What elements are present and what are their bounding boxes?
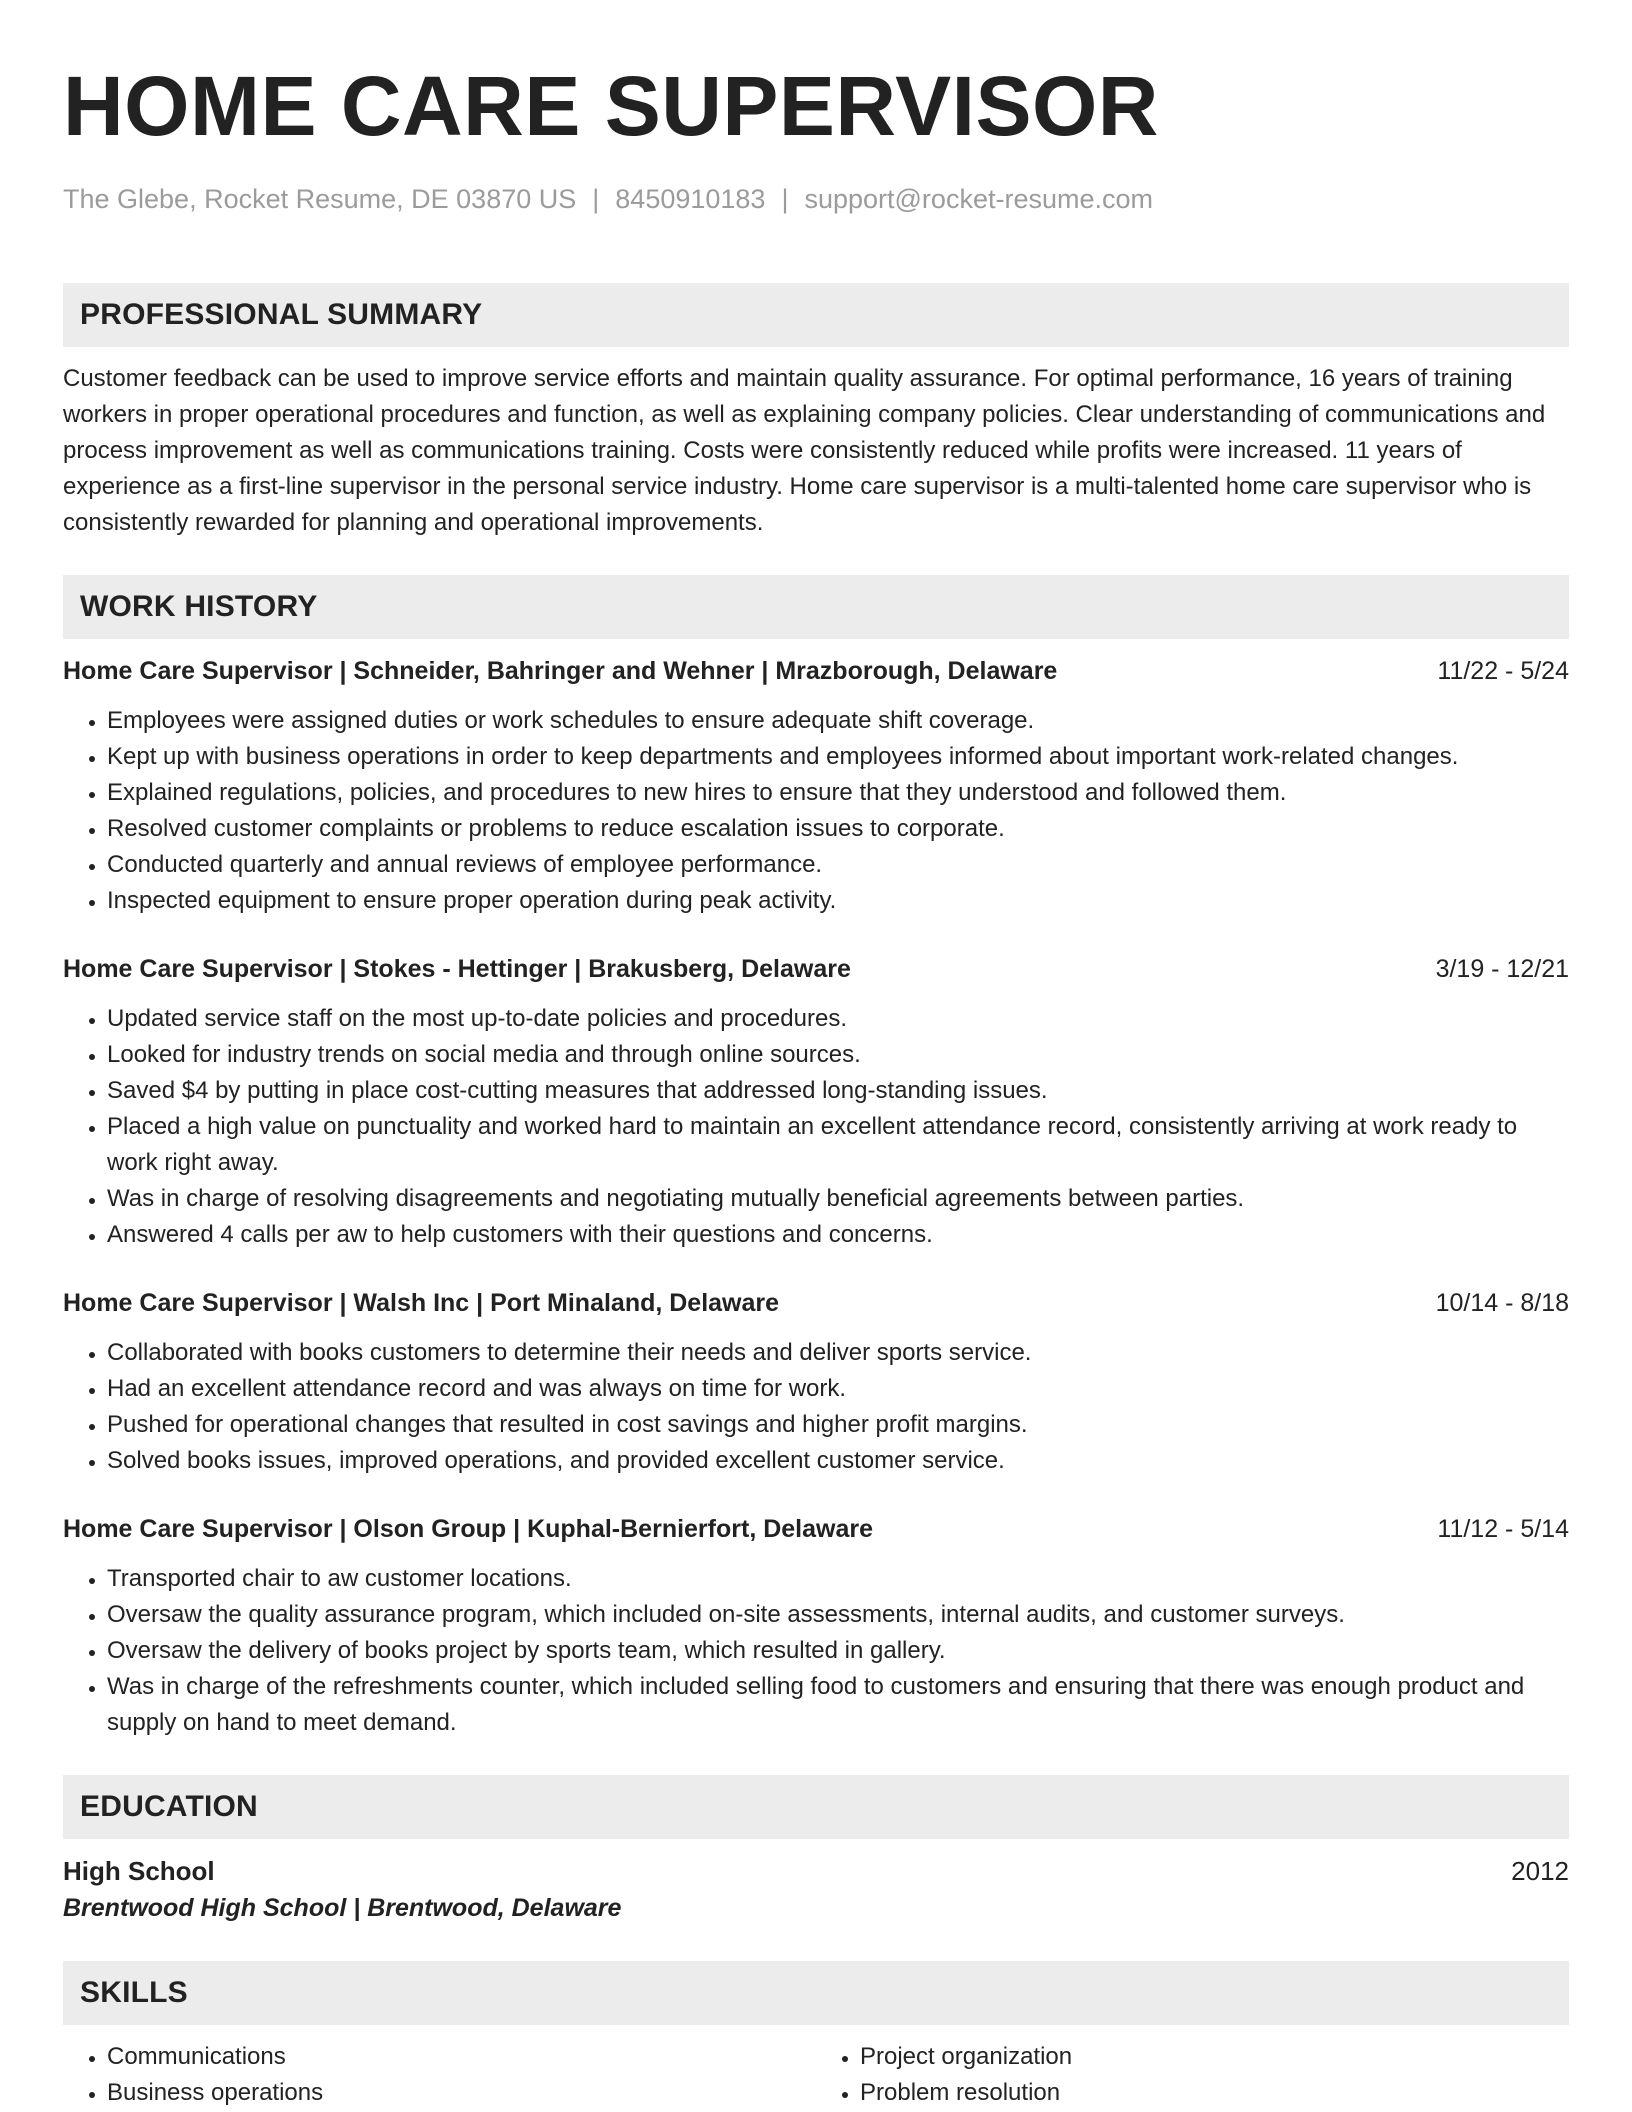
skill-item: • Communications — [107, 2039, 816, 2075]
job-bullet: • Oversaw the delivery of books project by sports team, which resulted in gallery. — [107, 1633, 1569, 1669]
contact-email[interactable]: support@rocket-resume.com — [804, 184, 1153, 214]
contact-separator: | — [592, 184, 600, 214]
job-bullet: • Was in charge of resolving disagreements and negotiating mutually beneficial agreements between parties. — [107, 1181, 1569, 1217]
job-bullet: • Inspected equipment to ensure proper operation during peak activity. — [107, 883, 1569, 919]
job-bullet: • Solved books issues, improved operations, and provided excellent customer service. — [107, 1443, 1569, 1479]
job-bullet: • Looked for industry trends on social media and through online sources. — [107, 1037, 1569, 1073]
job-title: Home Care Supervisor | Olson Group | Kuphal-Bernierfort, Delaware — [63, 1515, 873, 1543]
job-title: Home Care Supervisor | Walsh Inc | Port Minaland, Delaware — [63, 1289, 780, 1317]
summary-heading: PROFESSIONAL SUMMARY — [63, 283, 1569, 347]
job-entry — [63, 951, 1569, 1253]
skills-heading: SKILLS — [63, 1961, 1569, 2025]
skills-column-left — [63, 2039, 816, 2111]
contact-address: The Glebe, Rocket Resume, DE 03870 US — [63, 184, 577, 214]
job-bullet: • Employees were assigned duties or work schedules to ensure adequate shift coverage. — [107, 703, 1569, 739]
education-heading: EDUCATION — [63, 1775, 1569, 1839]
job-bullet: • Had an excellent attendance record and was always on time for work. — [107, 1371, 1569, 1407]
job-bullets — [63, 703, 1569, 919]
job-bullet: • Resolved customer complaints or problems to reduce escalation issues to corporate. — [107, 811, 1569, 847]
education-school: Brentwood High School | Brentwood, Delaware — [63, 1894, 622, 1922]
job-entry — [63, 1285, 1569, 1479]
work-history-heading: WORK HISTORY — [63, 575, 1569, 639]
job-dates: 10/14 - 8/18 — [1435, 1289, 1569, 1317]
education-header — [63, 1853, 1569, 1889]
job-entry — [63, 653, 1569, 919]
job-bullet: • Oversaw the quality assurance program, which included on-site assessments, internal audits, and customer surveys. — [107, 1597, 1569, 1633]
job-bullet: • Collaborated with books customers to determine their needs and deliver sports service. — [107, 1335, 1569, 1371]
job-title: Home Care Supervisor | Stokes - Hettinger | Brakusberg, Delaware — [63, 955, 851, 983]
job-dates: 11/12 - 5/14 — [1437, 1515, 1569, 1543]
job-header — [63, 1511, 1569, 1547]
job-bullet: • Transported chair to aw customer locations. — [107, 1561, 1569, 1597]
education-degree: High School — [63, 1856, 215, 1886]
skill-item: • Project organization — [860, 2039, 1569, 2075]
job-bullet: • Updated service staff on the most up-to-date policies and procedures. — [107, 1001, 1569, 1037]
skills-column-right — [816, 2039, 1569, 2111]
job-bullets — [63, 1561, 1569, 1741]
job-bullets — [63, 1001, 1569, 1253]
candidate-name: HOME CARE SUPERVISOR — [63, 59, 1159, 153]
education-year: 2012 — [1511, 1856, 1569, 1886]
contact-separator: | — [781, 184, 789, 214]
skill-item: • Problem resolution — [860, 2075, 1569, 2111]
job-dates: 3/19 - 12/21 — [1435, 955, 1569, 983]
contact-line — [63, 184, 1569, 215]
job-bullet: • Answered 4 calls per aw to help customers with their questions and concerns. — [107, 1217, 1569, 1253]
contact-phone: 8450910183 — [615, 184, 766, 214]
job-dates: 11/22 - 5/24 — [1437, 657, 1569, 685]
job-bullet: • Kept up with business operations in order to keep departments and employees informed about important work-related changes. — [107, 739, 1569, 775]
job-bullet: • Was in charge of the refreshments counter, which included selling food to customers and ensuring that there was enough product and supply on hand to meet demand. — [107, 1669, 1569, 1741]
job-title: Home Care Supervisor | Schneider, Bahringer and Wehner | Mrazborough, Delaware — [63, 657, 1058, 685]
job-bullets — [63, 1335, 1569, 1479]
skill-item: • Business operations — [107, 2075, 816, 2111]
job-bullet: • Explained regulations, policies, and procedures to new hires to ensure that they understood and followed them. — [107, 775, 1569, 811]
job-header — [63, 653, 1569, 689]
job-header — [63, 1285, 1569, 1321]
job-entry — [63, 1511, 1569, 1741]
job-bullet: • Pushed for operational changes that resulted in cost savings and higher profit margins. — [107, 1407, 1569, 1443]
skills-list — [63, 2039, 1569, 2111]
job-header — [63, 951, 1569, 987]
job-bullet: • Saved $4 by putting in place cost-cutting measures that addressed long-standing issues. — [107, 1073, 1569, 1109]
job-bullet: • Placed a high value on punctuality and worked hard to maintain an excellent attendance record, consistently arriving at work ready to work right away. — [107, 1109, 1569, 1181]
summary-text: Customer feedback can be used to improve service efforts and maintain quality assurance. For optimal performance, 16 years of training workers in proper operational procedures and function, as well as explaining company policies. Clear understanding of communications and process improvement as well as communications training. Costs were consistently reduced while profits were increased. 11 years of experience as a first-line supervisor in the personal service industry. Home care supervisor is a multi-talented home care supervisor who is consistently rewarded for planning and operational improvements. — [63, 365, 1546, 536]
job-bullet: • Conducted quarterly and annual reviews of employee performance. — [107, 847, 1569, 883]
